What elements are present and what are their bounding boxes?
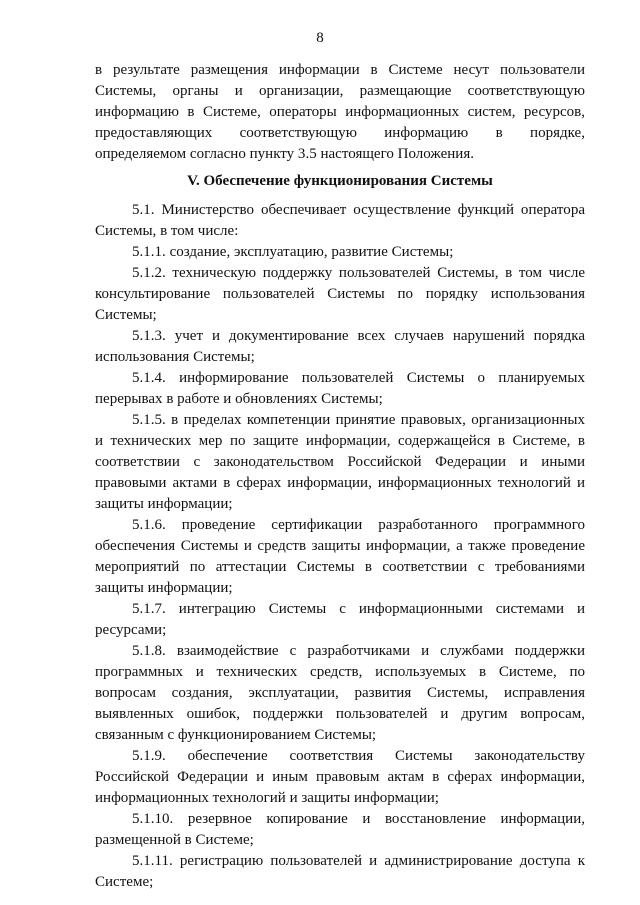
paragraph-5-1-9: 5.1.9. обеспечение соответствия Системы законодательству Российской Федерации и иным правовым актам в сферах информации, информационных технологий и защиты информации; — [95, 748, 585, 806]
paragraph-5-1-2: 5.1.2. техническую поддержку пользователей Системы, в том числе консультирование пользователей Системы по порядку использования Системы; — [95, 265, 585, 323]
paragraph-5-1-11: 5.1.11. регистрацию пользователей и администрирование доступа к Системе; — [95, 853, 585, 890]
paragraph-5-1-6: 5.1.6. проведение сертификации разработанного программного обеспечения Системы и средств защиты информации, а также проведение мероприятий по аттестации Системы в соответствии с требованиями защиты информации; — [95, 517, 585, 596]
paragraph-5-1-8: 5.1.8. взаимодействие с разработчиками и службами поддержки программных и технических средств, используемых в Системе, по вопросам создания, эксплуатации, развития Системы, исправления выявленных ошибок, поддержки пользователей и другим вопросам, связанным с функционированием Системы; — [95, 643, 585, 743]
paragraph-5-1-7: 5.1.7. интеграцию Системы с информационными системами и ресурсами; — [95, 601, 585, 638]
paragraph-5-1-5: 5.1.5. в пределах компетенции принятие правовых, организационных и технических мер по защите информации, содержащейся в Системе, в соответствии с законодательством Российской Федерации и иными правовыми актами в сферах информации, информационных технологий и защиты информации; — [95, 412, 585, 512]
intro-paragraph: в результате размещения информации в Системе несут пользователи Системы, органы и организации, размещающие соответствующую информацию в Системе, операторы информационных систем, ресурсов, предоставляющих соответствующую информацию в порядке, определяемом согласно пункту 3.5 настоящего Положения. — [95, 62, 585, 162]
paragraph-5-1-10: 5.1.10. резервное копирование и восстановление информации, размещенной в Системе; — [95, 811, 585, 848]
paragraph-5-1-3: 5.1.3. учет и документирование всех случаев нарушений порядка использования Системы; — [95, 328, 585, 365]
paragraph-5-1: 5.1. Министерство обеспечивает осуществление функций оператора Системы, в том числе: — [95, 202, 585, 239]
page-number: 8 — [316, 30, 324, 46]
page-content — [95, 60, 585, 893]
paragraph-5-1-1: 5.1.1. создание, эксплуатацию, развитие Системы; — [132, 244, 454, 260]
paragraph-5-1-4: 5.1.4. информирование пользователей Системы о планируемых перерывах в работе и обновлениях Системы; — [95, 370, 585, 407]
section-title: V. Обеспечение функционирования Системы — [187, 173, 493, 189]
